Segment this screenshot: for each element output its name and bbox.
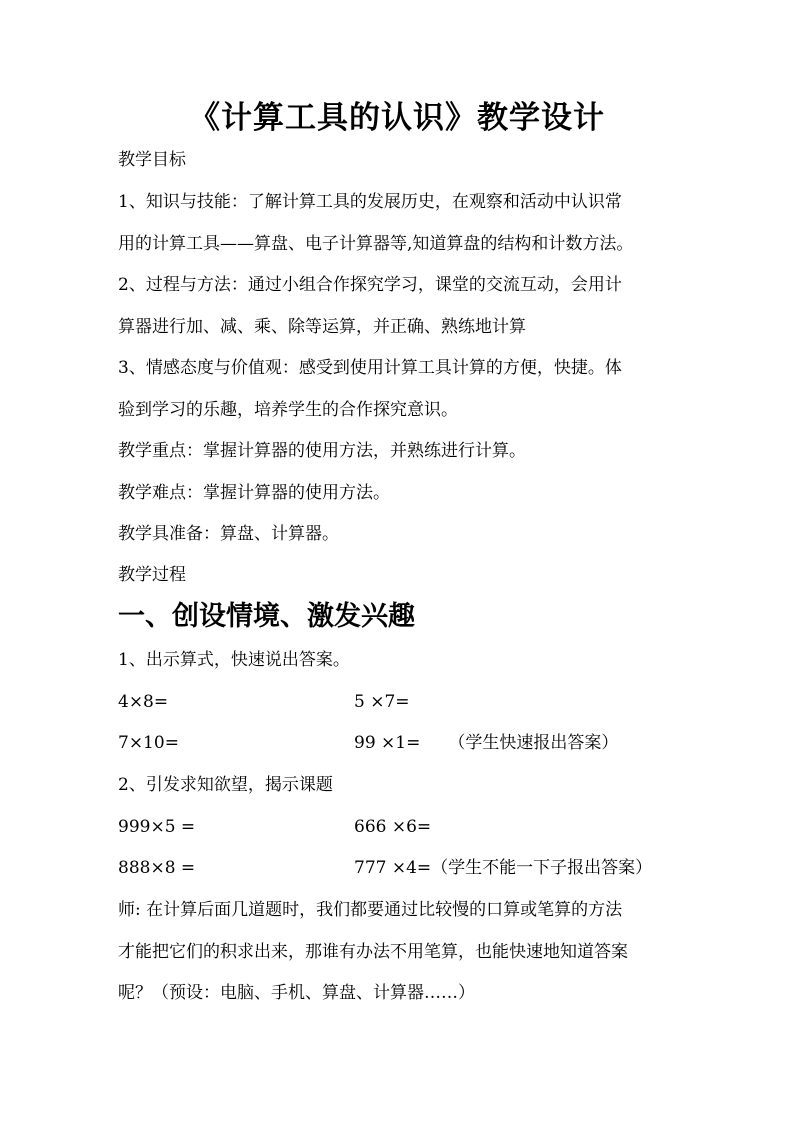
- teacher-line-2: 才能把它们的积求出来，那谁有办法不用笔算，也能快速地知道答案: [118, 942, 628, 962]
- equation-666x6: 666 ×6=: [354, 817, 432, 837]
- equation-5x7: 5 ×7=: [354, 692, 410, 712]
- equation-999x5: 999×5 =: [118, 817, 196, 837]
- objectives-heading: 教学目标: [118, 150, 186, 170]
- difficulty: 教学难点：掌握计算器的使用方法。: [118, 483, 390, 503]
- equation-4x8: 4×8=: [118, 692, 169, 712]
- objective-2-line-1: 2、过程与方法：通过小组合作探究学习，课堂的交流互动，会用计: [118, 275, 622, 295]
- section-1-heading: 一、创设情境、激发兴趣: [118, 601, 415, 632]
- objective-1-line-1: 1、知识与技能：了解计算工具的发展历史，在观察和活动中认识常: [118, 192, 622, 212]
- equation-note: （学生快速报出答案）: [448, 733, 619, 753]
- process-heading: 教学过程: [118, 565, 186, 585]
- objective-3-line-2: 验到学习的乐趣，培养学生的合作探究意识。: [118, 400, 458, 420]
- equation-99x1-text: 99 ×1=: [354, 733, 421, 753]
- equation-99x1: [354, 731, 618, 755]
- equation-888x8: 888×8 =: [118, 858, 196, 878]
- teacher-line-1: 师: 在计算后面几道题时，我们都要通过比较慢的口算或笔算的方法: [118, 900, 623, 920]
- step-2: 2、引发求知欲望，揭示课题: [118, 775, 333, 795]
- equation-777x4: 777 ×4=（学生不能一下子报出答案）: [354, 858, 653, 878]
- objective-3-line-1: 3、情感态度与价值观：感受到使用计算工具计算的方便，快捷。体: [118, 358, 622, 378]
- document-title: 《计算工具的认识》教学设计: [189, 100, 605, 136]
- materials: 教学具准备：算盘、计算器。: [118, 524, 339, 544]
- equation-7x10: 7×10=: [118, 733, 179, 753]
- objective-1-line-2: 用的计算工具——算盘、电子计算器等,知道算盘的结构和计数方法。: [118, 234, 634, 254]
- step-1: 1、出示算式，快速说出答案。: [118, 650, 350, 670]
- objective-2-line-2: 算器进行加、减、乘、除等运算，并正确、熟练地计算: [118, 317, 526, 337]
- key-point: 教学重点：掌握计算器的使用方法，并熟练进行计算。: [118, 441, 526, 461]
- teacher-line-3: 呢？（预设：电脑、手机、算盘、计算器……）: [118, 983, 475, 1003]
